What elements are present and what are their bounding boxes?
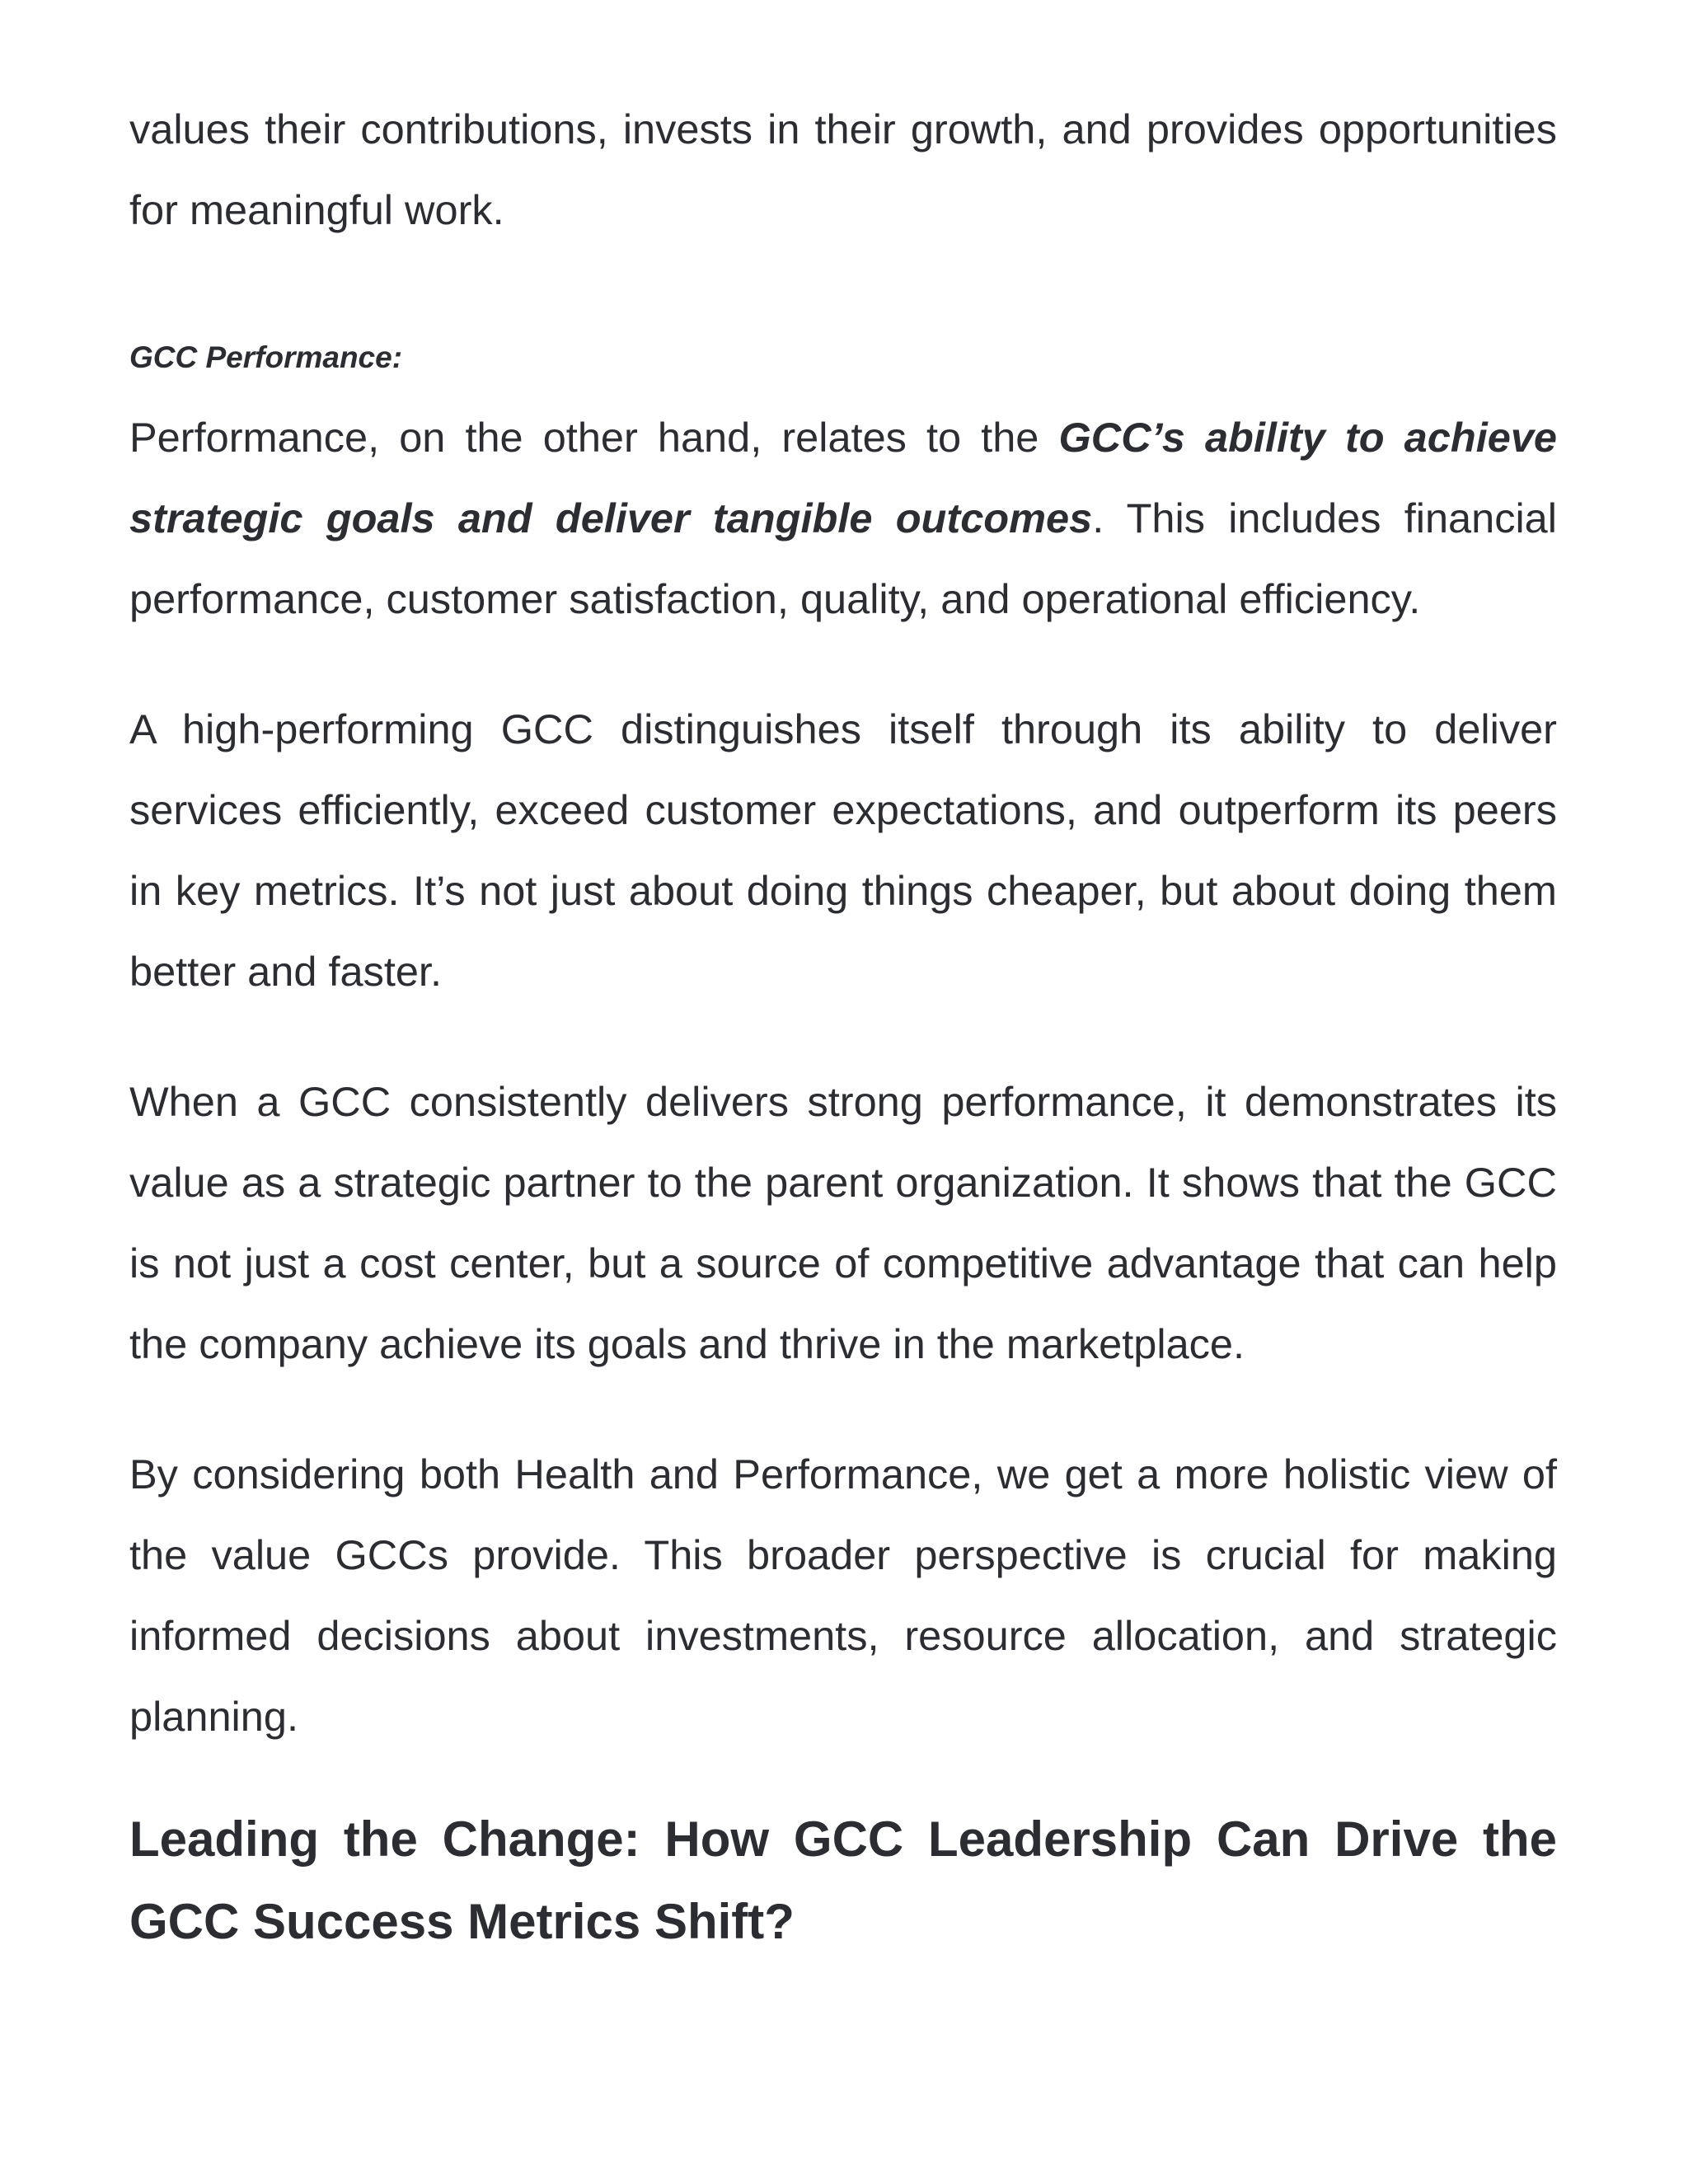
performance-tail-text: . This includes financial performance, customer satisfaction, quality, and operational efficiency. <box>129 494 1557 622</box>
performance-emphasis-text: GCC’s ability to achieve strategic goals and deliver tangible outcomes <box>129 414 1557 541</box>
document-page <box>129 89 1557 1963</box>
leading-the-change-heading: Leading the Change: How GCC Leadership Can Drive the GCC Success Metrics Shift? <box>129 1811 1557 1949</box>
gcc-performance-subheading: GCC Performance: <box>129 340 403 374</box>
high-performing-paragraph: A high-performing GCC distinguishes itself through its ability to deliver services efficiently, exceed customer expectations, and outperform its peers in key metrics. It’s not just about doing things cheaper, but about doing them better and faster. <box>129 705 1557 995</box>
performance-lead-text: Performance, on the other hand, relates to the <box>129 414 1059 461</box>
holistic-view-paragraph: By considering both Health and Performance, we get a more holistic view of the value GCCs provide. This broader perspective is crucial for making informed decisions about investments, resource allocation, and strategic planning. <box>129 1451 1557 1740</box>
intro-paragraph: values their contributions, invests in their growth, and provides opportunities for meaningful work. <box>129 105 1557 233</box>
performance-definition-paragraph <box>129 397 1557 640</box>
strategic-partner-paragraph: When a GCC consistently delivers strong performance, it demonstrates its value as a strategic partner to the parent organization. It shows that the GCC is not just a cost center, but a source of competitive advantage that can help the company achieve its goals and thrive in the marketplace. <box>129 1078 1557 1367</box>
